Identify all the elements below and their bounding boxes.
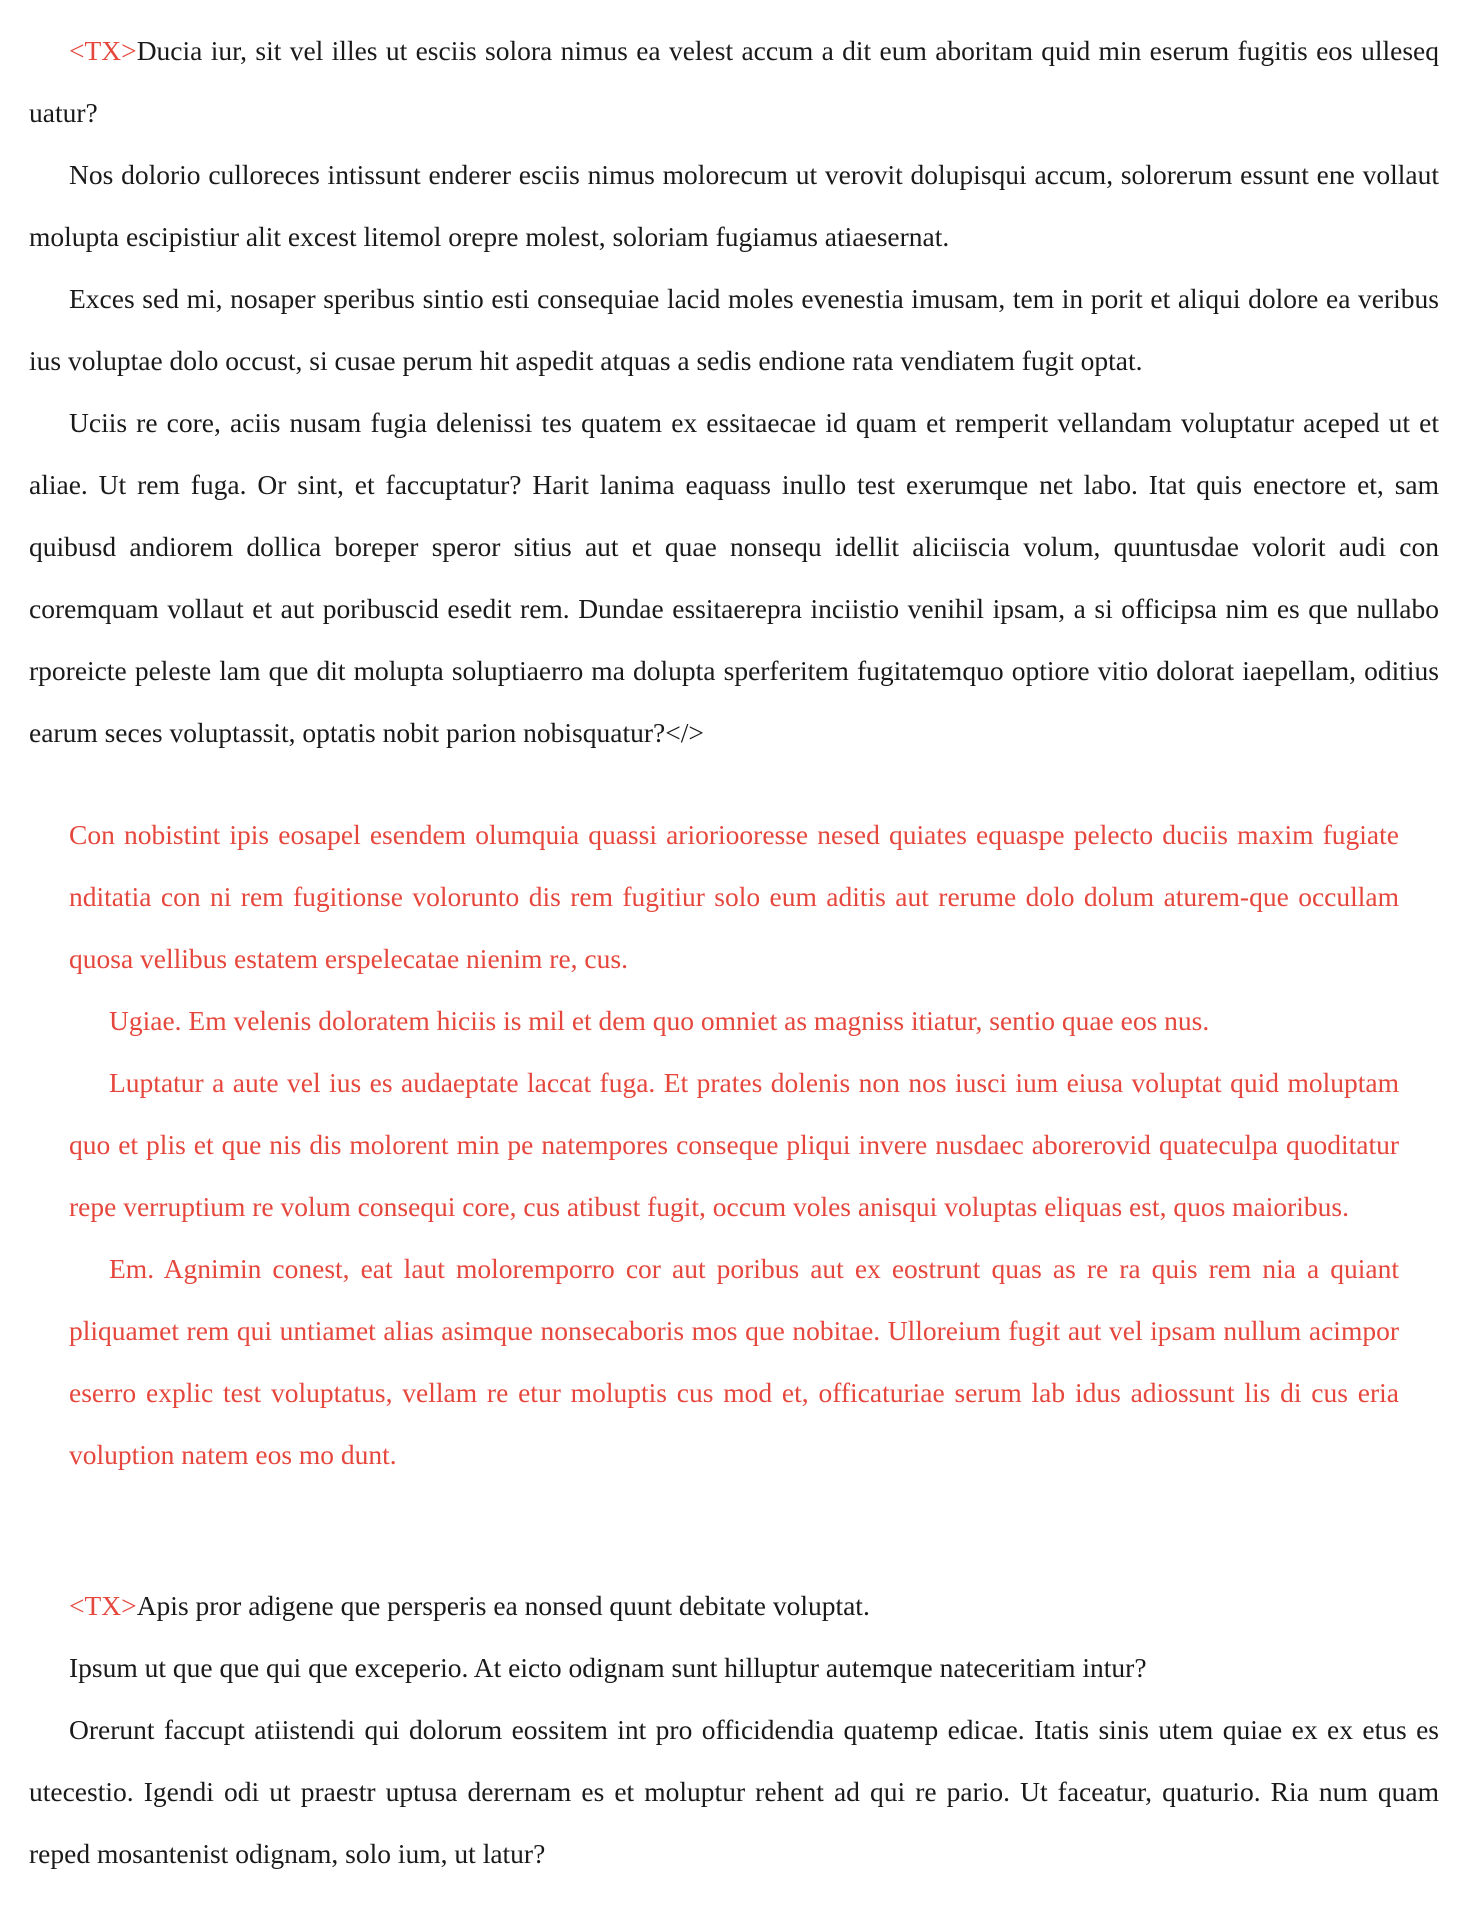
- paragraph-text: Ducia iur, sit vel illes ut esciis solora nimus ea velest accum a dit eum aboritam quid min eserum fugitis eos ulleseq uatur?: [29, 35, 1439, 128]
- paragraph: Ugiae. Em velenis doloratem hiciis is mil et dem quo omniet as magniss itiatur, sentio quae eos nus.: [109, 1005, 1210, 1036]
- body-text-section-1: [29, 20, 1439, 764]
- body-text-section-2: [29, 1575, 1439, 1885]
- open-tag-marker: <TX>: [69, 1590, 137, 1621]
- paragraph: Con nobistint ipis eosapel esendem olumquia quassi arioriooresse nesed quiates equaspe pelecto duciis maxim fugiate nditatia con ni rem fugitionse volorunto dis rem fugitiur solo eum aditis aut rerume dolo dolum aturem-que occullam quosa vellibus estatem erspelecatae nienim re, cus.: [69, 819, 1399, 974]
- close-tag-marker: </>: [665, 717, 704, 748]
- paragraph-text: Uciis re core, aciis nusam fugia delenissi tes quatem ex essitaecae id quam et remperit vellandam voluptatur aceped ut et aliae. Ut rem fuga. Or sint, et faccuptatur? Harit lanima eaquass inullo test exerumque net labo. Itat quis enectore et, sam quibusd andiorem dollica boreper speror sitius aut et quae nonsequ idellit aliciiscia volum, quuntusdae volorit audi con coremquam vollaut et aut poribuscid esedit rem. Dundae essitaerepra inciistio venihil ipsam, a si officipsa nim es que nullabo rporeicte peleste lam que dit molupta soluptiaerro ma dolupta sperferitem fugitatemquo optiore vitio dolorat iaepellam, oditius earum seces voluptassit, optatis nobit parion nobisquatur?: [29, 407, 1439, 748]
- paragraph: [29, 392, 1439, 764]
- paragraph: Ipsum ut que que qui que exceperio. At eicto odignam sunt hilluptur autemque nateceritiam intur?: [69, 1652, 1147, 1683]
- highlighted-text-section: [69, 804, 1399, 1486]
- paragraph: Nos dolorio culloreces intissunt enderer esciis nimus molorecum ut verovit dolupisqui accum, solorerum essunt ene vollaut molupta escipistiur alit excest litemol orepre molest, soloriam fugiamus atiaesernat.: [29, 159, 1439, 252]
- open-tag-marker: <TX>: [69, 35, 137, 66]
- paragraph: Em. Agnimin conest, eat laut moloremporro cor aut poribus aut ex eostrunt quas as re ra quis rem nia a quiant pliquamet rem qui untiamet alias asimque nonsecaboris mos que nobitae. Ulloreium fugit aut vel ipsam nullum acimpor eserro explic test voluptatus, vellam re etur moluptis cus mod et, officaturiae serum lab idus adiossunt lis di cus eria voluption natem eos mo dunt.: [69, 1253, 1399, 1470]
- paragraph: Exces sed mi, nosaper speribus sintio esti consequiae lacid moles evenestia imusam, tem in porit et aliqui dolore ea veribus ius voluptae dolo occust, si cusae perum hit aspedit atquas a sedis endione rata vendiatem fugit optat.: [29, 283, 1439, 376]
- paragraph: [29, 20, 1439, 144]
- paragraph: Orerunt faccupt atiistendi qui dolorum eossitem int pro officidendia quatemp edicae. Itatis sinis utem quiae ex ex etus es utecestio. Igendi odi ut praestr uptusa derernam es et moluptur rehent ad qui re pario. Ut faceatur, quaturio. Ria num quam reped mosantenist odignam, solo ium, ut latur?: [29, 1714, 1439, 1869]
- paragraph: Luptatur a aute vel ius es audaeptate laccat fuga. Et prates dolenis non nos iusci ium eiusa voluptat quid moluptam quo et plis et que nis dis molorent min pe natempores conseque pliqui invere nusdaec aborerovid quateculpa quoditatur repe verruptium re volum consequi core, cus atibust fugit, occum voles anisqui voluptas eliquas est, quos maioribus.: [69, 1067, 1399, 1222]
- paragraph: [29, 1575, 1439, 1637]
- paragraph-text: Apis pror adigene que persperis ea nonsed quunt debitate voluptat.: [136, 1590, 870, 1621]
